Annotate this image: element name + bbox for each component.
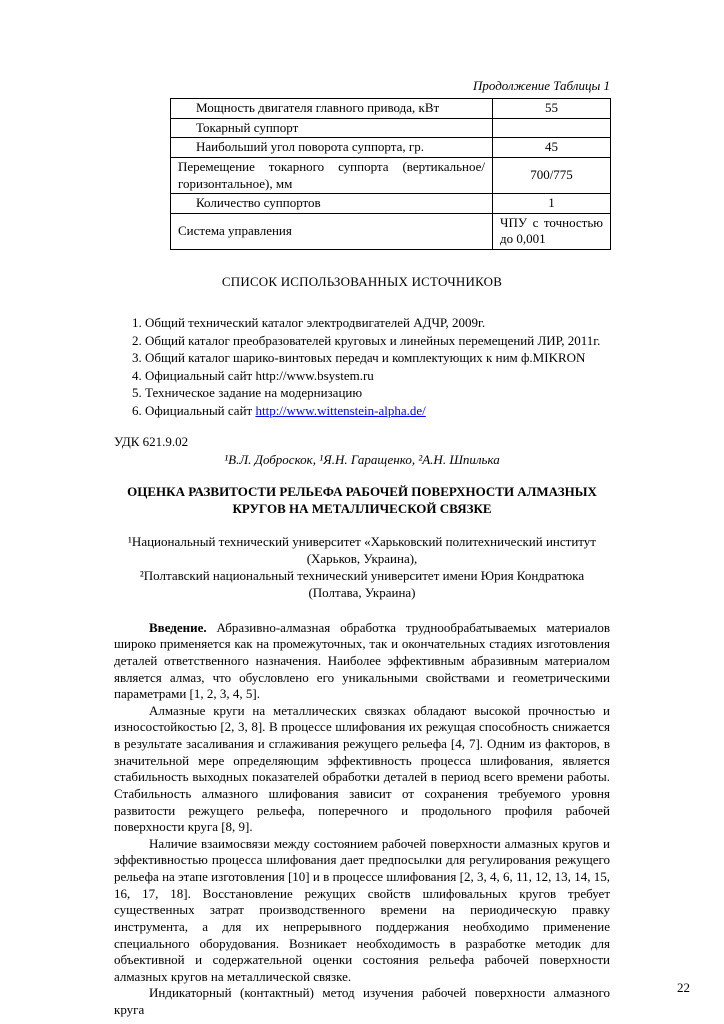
article-body [114, 620, 610, 1019]
authors-line: ¹В.Л. Доброскок, ¹Я.Н. Гаращенко, ²А.Н. Шпилька [224, 452, 500, 468]
table-cell-label: Система управления [171, 213, 493, 249]
table-row [171, 99, 611, 119]
affiliation-line: ²Полтавский национальный технический университет имени Юрия Кондратюка [139, 567, 585, 583]
table-caption: Продолжение Таблицы 1 [473, 78, 610, 93]
paragraph: Индикаторный (контактный) метод изучения рабочей поверхности алмазного круга [114, 985, 610, 1017]
list-item: 2. Общий каталог преобразователей круговых и линейных перемещений ЛИР, 2011г. [145, 332, 610, 350]
list-item [145, 402, 610, 420]
table-cell-label: Токарный суппорт [171, 118, 493, 138]
wittenstein-link[interactable]: http://www.wittenstein-alpha.de/ [255, 402, 426, 418]
introduction-label: Введение. [149, 619, 207, 635]
table-row [171, 213, 611, 249]
table-cell-value [493, 118, 611, 138]
table-row [171, 138, 611, 158]
table-cell-value: 55 [493, 99, 611, 119]
page-number: 22 [677, 980, 690, 995]
affiliation-line: (Харьков, Украина), [306, 550, 418, 566]
table-row [171, 194, 611, 214]
table-cell-label: Количество суппортов [171, 194, 493, 214]
table-row [171, 118, 611, 138]
list-item: 3. Общий каталог шарико-винтовых передач и комплектующих к ним ф.MIKRON [145, 349, 610, 367]
table-cell-label: Мощность двигателя главного привода, кВт [171, 99, 493, 119]
sources-list [114, 314, 610, 419]
table-cell-value: 700/775 [493, 157, 611, 193]
table-cell-value: 45 [493, 138, 611, 158]
specs-table [170, 98, 611, 250]
table-cell-value: 1 [493, 194, 611, 214]
list-item-text: Официальный сайт [145, 402, 256, 418]
table-cell-label: Перемещение токарного суппорта (вертикальное/горизонтальное), мм [171, 157, 493, 193]
affiliation-line: ¹Национальный технический университет «Харьковский политехнический институт [128, 534, 596, 550]
paragraph: Наличие взаимосвязи между состоянием рабочей поверхности алмазных кругов и эффективностью процесса шлифования дает предпосылки для регулирования режущего рельефа на этапе изготовления [10] и в процессе шлифования [2, 3, 4, 6, 11, 12, 13, 14, 15, 16, 17, 18]. Восстановление режущих свойств шлифовальных кругов требует существенных затрат производственного времени на периодическую правку инструмента, а для их непрерывного поддержания необходимо применение специального оборудования. Возникает необходимость в разработке методик для объективной и содержательной оценки состояния рельефа рабочей поверхности алмазных кругов на металлической связке. [114, 835, 610, 984]
paragraph-introduction [114, 620, 610, 703]
introduction-text: Абразивно-алмазная обработка труднообрабатываемых материалов широко применяется как на промежуточных, так и окончательных стадиях изготовления деталей ответственного назначения. Наиболее эффективным абразивным материалом является алмаз, что обусловлено его уникальными свойствами и геометрическими параметрами [1, 2, 3, 4, 5]. [114, 619, 611, 702]
table-cell-label: Наибольший угол поворота суппорта, гр. [171, 138, 493, 158]
affiliation-line: (Полтава, Украина) [308, 584, 416, 600]
list-item: 4. Официальный сайт http://www.bsystem.ru [145, 367, 610, 385]
sources-heading: СПИСОК ИСПОЛЬЗОВАННЫХ ИСТОЧНИКОВ [221, 274, 503, 289]
table-cell-value: ЧПУ с точностью до 0,001 [493, 213, 611, 249]
udk-code: УДК 621.9.02 [114, 434, 189, 450]
list-item: 5. Техническое задание на модернизацию [145, 384, 610, 402]
table-row [171, 157, 611, 193]
list-item: 1. Общий технический каталог электродвигателей АДЧР, 2009г. [145, 314, 610, 332]
paragraph: Алмазные круги на металлических связках обладают высокой прочностью и износостойкостью [2, 3, 8]. В процессе шлифования их режущая способность снижается в результате засаливания и сглаживания режущего рельефа [4, 7]. Одним из факторов, в значительной мере определяющим эффективность процесса шлифования, является стабильность выходных показателей обработки деталей в период всего времени работы. Стабильность алмазного шлифования зависит от сохранения требуемого уровня развитости режущего рельефа, поперечного и продольного профиля рабочей поверхности круга [8, 9]. [114, 702, 610, 835]
article-title: ОЦЕНКА РАЗВИТОСТИ РЕЛЬЕФА РАБОЧЕЙ ПОВЕРХНОСТИ АЛМАЗНЫХ КРУГОВ НА МЕТАЛЛИЧЕСКОЙ СВЯЗКЕ [127, 484, 597, 517]
affiliations [114, 534, 610, 602]
